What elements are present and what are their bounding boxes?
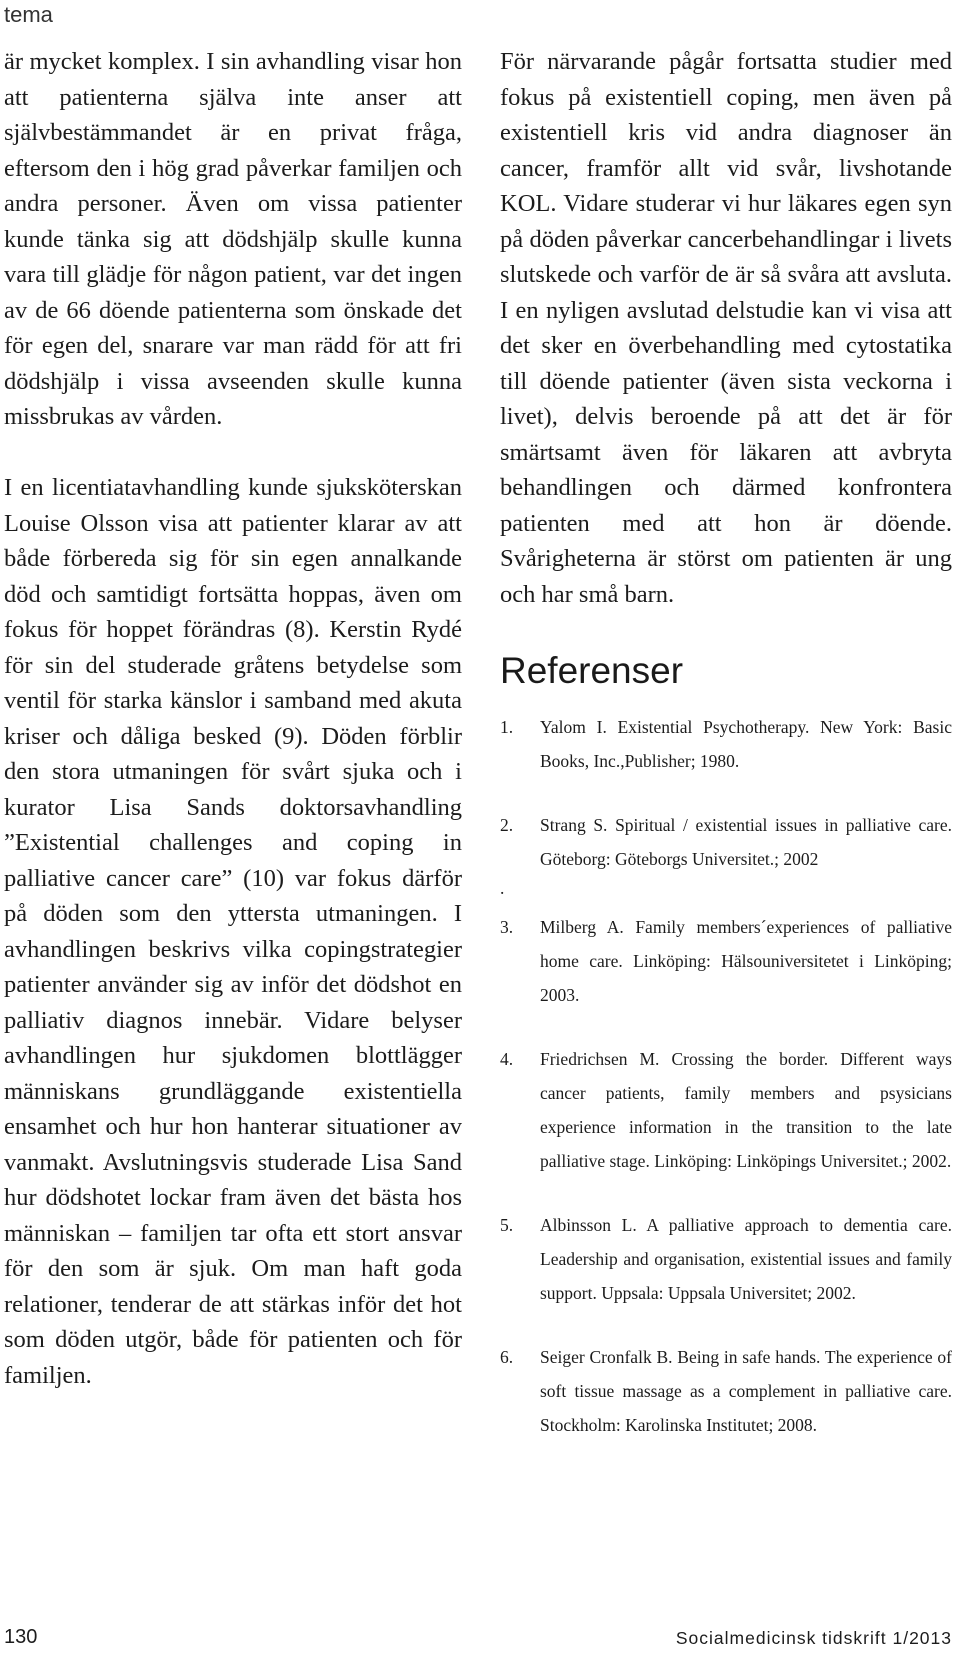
reference-text: Yalom I. Existential Psychotherapy. New York: Basic Books, Inc.,Publisher; 1980.: [540, 717, 952, 771]
reference-number: 6.: [500, 1347, 514, 1367]
body-paragraph: För närvarande pågår fortsatta studier med fokus på existentiell coping, men även på existentiell kris vid andra diagnoser än cancer, framför allt vid svår, livshotande KOL. Vidare studerar vi hur läkares egen syn på döden påverkar cancerbehandlingar i livets slutskede och varför de är så svåra att avsluta. I en nyligen avslutad delstudie kan vi visa att det sker en överbehandling med cytostatika till döende patienter (även sista veckorna i livet), delvis beroende på att det är för smärtsamt även för läkaren att avbryta behandlingen och därmed konfrontera patienten med att hon är döende. Svårigheterna är störst om patienten är ung och har små barn.: [500, 48, 952, 608]
stray-mark: .: [500, 878, 505, 898]
journal-name: Socialmedicinsk tidskrift 1/2013: [675, 1628, 952, 1648]
reference-number: 5.: [500, 1215, 514, 1235]
right-column: [500, 44, 952, 1472]
reference-text: Albinsson L. A palliative approach to dementia care. Leadership and organisation, existential issues and family support. Uppsala: Uppsala Universitet; 2002.: [540, 1215, 952, 1303]
reference-number: 2.: [500, 815, 514, 835]
reference-item: [500, 808, 952, 876]
reference-text: Milberg A. Family members´experiences of palliative home care. Linköping: Hälsouniversitetet i Linköping; 2003.: [540, 917, 952, 1005]
reference-item: [500, 1208, 952, 1310]
reference-text: Strang S. Spiritual / existential issues in palliative care. Göteborg: Göteborgs Universitet.; 2002: [540, 815, 952, 869]
reference-item: [500, 710, 952, 778]
reference-item: [500, 910, 952, 1012]
reference-text: Friedrichsen M. Crossing the border. Different ways cancer patients, family members and psysicians experience information in the transition to the late palliative stage. Linköping: Linköpings Universitet.; 2002.: [540, 1049, 952, 1171]
page-number: 130: [4, 1626, 38, 1648]
reference-item: [500, 1042, 952, 1178]
reference-text: Seiger Cronfalk B. Being in safe hands. The experience of soft tissue massage as a complement in palliative care. Stockholm: Karolinska Institutet; 2008.: [540, 1347, 952, 1435]
reference-number: 4.: [500, 1049, 514, 1069]
body-paragraph: I en licentiatavhandling kunde sjuksköterskan Louise Olsson visa att patienter klarar av att både förbereda sig för sin egen annalkande död och samtidigt fortsätta hoppas, även om fokus för hoppet förändras (8). Kerstin Rydé för sin del studerade gråtens betydelse som ventil för starka känslor i samband med akuta kriser och dåliga besked (9). Döden förblir den stora utmaningen för svårt sjuka och i kurator Lisa Sands doktorsavhandling ”Existential challenges and coping in palliative cancer care” (10) var fokus därför på döden som den yttersta utmaningen. I avhandlingen beskrivs vilka copingstrategier patienter använder sig av inför det dödshot en palliativ diagnos innebär. Vidare belyser avhandlingen hur sjukdomen blottlägger människans grundläggande existentiella ensamhet och hur hon hanterar situationer av vanmakt. Avslutningsvis studerade Lisa Sand hur dödshotet lockar fram även det bästa hos människan – familjen tar ofta ett stort ansvar för den som är sjuk. Om man haft goda relationer, tenderar de att stärkas inför det hot som döden utgör, både för patienten och för familjen.: [4, 474, 462, 1389]
reference-item: [500, 1340, 952, 1442]
references-list: [500, 710, 952, 1442]
body-paragraph: är mycket komplex. I sin avhandling visar hon att patienterna själva inte anser att självbestämmandet är en privat fråga, eftersom den i hög grad påverkar familjen och andra personer. Även om vissa patienter kunde tänka sig att dödshjälp skulle kunna vara till glädje för någon patient, var det ingen av de 66 döende patienterna som önskade det för egen del, snarare var man rädd för att fri dödshjälp i vissa avseenden skulle kunna missbrukas av vården.: [4, 48, 462, 430]
left-column: [4, 44, 462, 1393]
reference-number: 3.: [500, 917, 514, 937]
reference-number: 1.: [500, 717, 514, 737]
references-heading: Referenser: [500, 650, 684, 691]
section-label: tema: [4, 2, 53, 27]
